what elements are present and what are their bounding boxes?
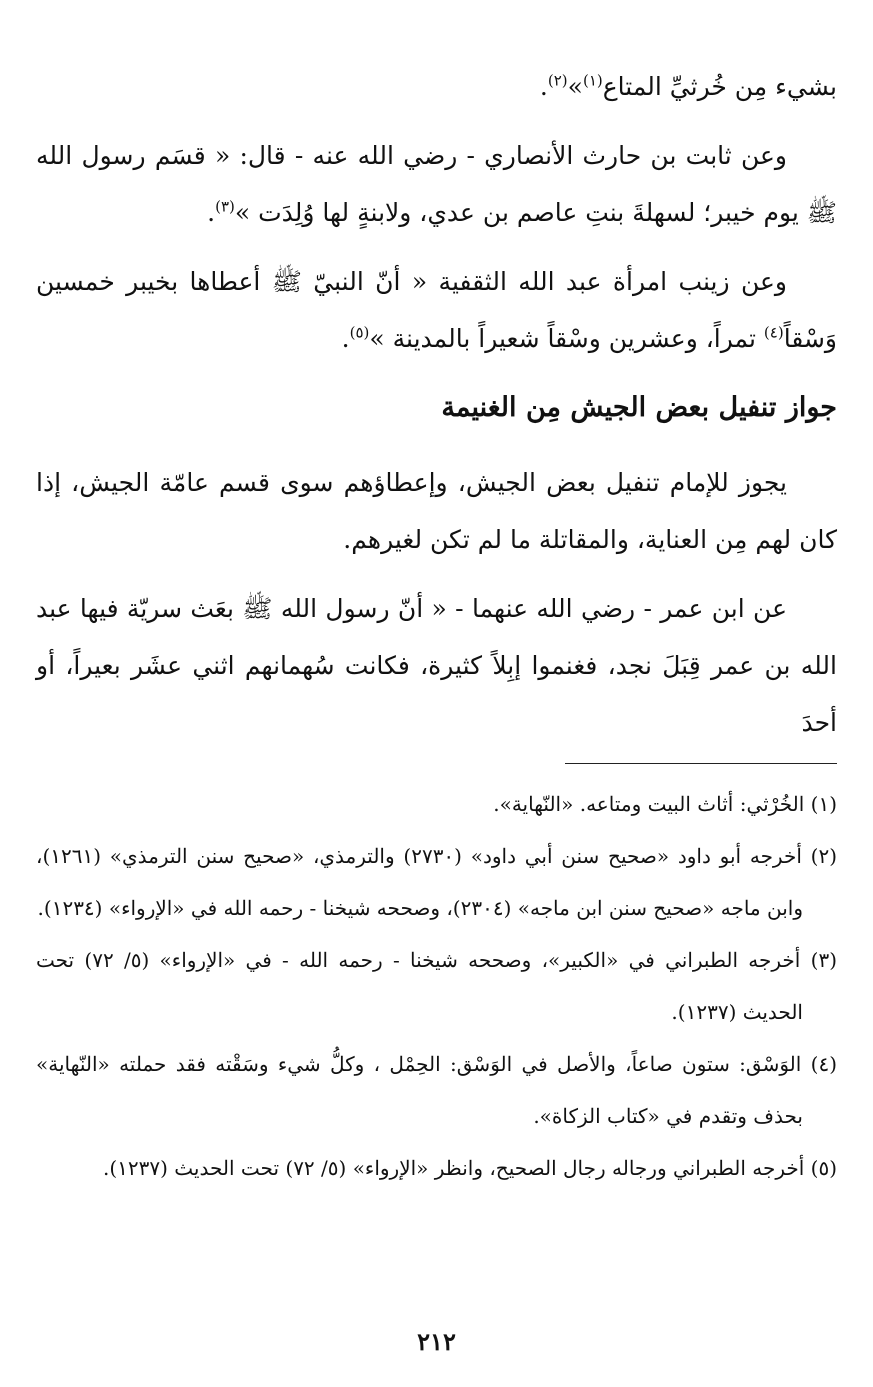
footnote-marker[interactable]: (٢) <box>547 71 568 90</box>
text-segment: تمراً، وعشرين وسْقاً شعيراً بالمدينة » <box>369 324 764 353</box>
footnote-divider <box>565 763 837 764</box>
footnote-marker[interactable]: (٣) <box>215 197 235 216</box>
text-segment: وعن ثابت بن حارث الأنصاري - رضي الله عنه - قال: « قسَم رسول الله ﷺ يوم خيبر؛ لسهلةَ بنتِ عاصم بن عدي، ولابنةٍ لها وُلِدَت » <box>36 141 837 227</box>
text-segment: . <box>341 324 350 353</box>
main-text <box>36 58 837 751</box>
footnote-item: (١) الخُرْثي: أثاث البيت ومتاعه. «النّهاية». <box>493 792 837 816</box>
paragraph-zaynab-hadith <box>36 253 837 367</box>
footnote-marker[interactable]: (١) <box>582 71 603 90</box>
paragraph-ibn-umar-hadith: عن ابن عمر - رضي الله عنهما - « أنّ رسول الله ﷺ بعَث سريّة فيها عبد الله بن عمر قِبَلَ نجد، فغنموا إبِلاً كثيرة، فكانت سُهمانهم اثني عشَر بعيراً، أو أحدَ <box>36 594 837 737</box>
text-segment: . <box>539 72 548 101</box>
footnotes <box>36 778 837 1194</box>
text-segment: » <box>567 72 583 101</box>
paragraph-ruling: يجوز للإمام تنفيل بعض الجيش، وإعطاؤهم سوى قسم عامّة الجيش، إذا كان لهم مِن العناية، والمقاتلة ما لم تكن لغيرهم. <box>36 468 837 554</box>
text-segment: بشيء مِن خُرثيِّ المتاع <box>602 72 837 101</box>
text-segment: . <box>207 198 216 227</box>
section-heading: جواز تنفيل بعض الجيش مِن الغنيمة <box>441 392 837 423</box>
paragraph-thabit-hadith <box>36 127 837 241</box>
footnote-item: (٥) أخرجه الطبراني ورجاله رجال الصحيح، وانظر «الإرواء» (٥/ ٧٢) تحت الحديث (١٢٣٧). <box>102 1156 837 1180</box>
page-number: ٢١٢ <box>417 1327 456 1356</box>
footnote-marker[interactable]: (٥) <box>349 323 370 342</box>
text-segment: وعن زينب امرأة عبد الله الثقفية « أنّ النبيّ ﷺ أعطاها بخيبر خمسين وَسْقاً <box>36 267 837 353</box>
footnote-item: (٤) الوَسْق: ستون صاعاً، والأصل في الوَسْق: الحِمْل ، وكلُّ شيء وسَقْته فقد حملته «النّهاية» بحذف وتقدم في «كتاب الزكاة». <box>36 1052 837 1128</box>
footnote-item: (٢) أخرجه أبو داود «صحيح سنن أبي داود» (٢٧٣٠) والترمذي، «صحيح سنن الترمذي» (١٢٦١)، وابن ماجه «صحيح سنن ابن ماجه» (٢٣٠٤)، وصححه شيخنا - رحمه الله في «الإرواء» (١٢٣٤). <box>36 844 837 920</box>
footnote-item: (٣) أخرجه الطبراني في «الكبير»، وصححه شيخنا - رحمه الله - في «الإرواء» (٥/ ٧٢) تحت الحديث (١٢٣٧). <box>36 948 837 1024</box>
paragraph-continuation <box>36 58 837 115</box>
footnote-marker[interactable]: (٤) <box>763 323 784 342</box>
